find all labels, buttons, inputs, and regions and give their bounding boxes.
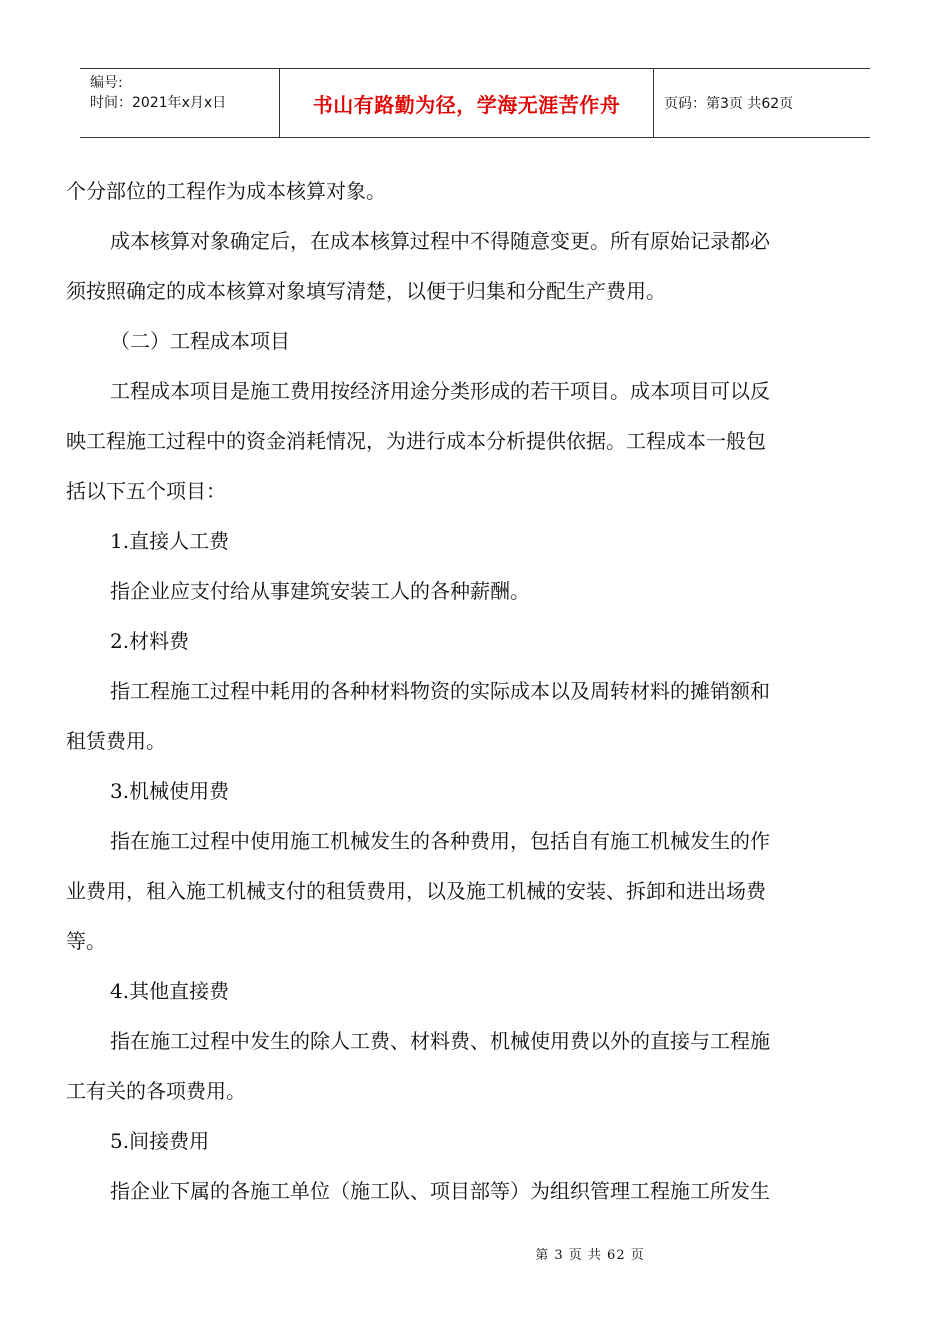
body-line: 指在施工过程中发生的除人工费、材料费、机械使用费以外的直接与工程施	[110, 1029, 770, 1053]
body-line: 工有关的各项费用。	[66, 1079, 246, 1103]
document-body	[66, 166, 852, 1216]
body-line: 指工程施工过程中耗用的各种材料物资的实际成本以及周转材料的摊销额和	[110, 679, 770, 703]
document-number-label: 编号:	[90, 75, 123, 91]
body-line: 指企业应支付给从事建筑安装工人的各种薪酬。	[110, 579, 530, 603]
page-footer	[0, 1244, 950, 1263]
body-line: 指在施工过程中使用施工机械发生的各种费用，包括自有施工机械发生的作	[110, 829, 770, 853]
body-line: 租赁费用。	[66, 729, 166, 753]
body-line: 个分部位的工程作为成本核算对象。	[66, 179, 386, 203]
body-line: 等。	[66, 929, 106, 953]
body-line: 映工程施工过程中的资金消耗情况，为进行成本分析提供依据。工程成本一般包	[66, 429, 766, 453]
body-line: 指企业下属的各施工单位（施工队、项目部等）为组织管理工程施工所发生	[110, 1179, 770, 1203]
body-line: 业费用，租入施工机械支付的租赁费用，以及施工机械的安装、拆卸和进出场费	[66, 879, 766, 903]
header-info	[80, 69, 280, 137]
item-heading: 2.材料费	[110, 629, 190, 653]
item-heading: 3.机械使用费	[110, 779, 230, 803]
body-line: 成本核算对象确定后，在成本核算过程中不得随意变更。所有原始记录都必	[110, 229, 770, 253]
header-page-number: 页码：第3页 共62页	[664, 96, 794, 112]
section-heading: （二）工程成本项目	[110, 329, 290, 353]
body-line: 须按照确定的成本核算对象填写清楚，以便于归集和分配生产费用。	[66, 279, 666, 303]
header-motto: 书山有路勤为径，学海无涯苦作舟	[280, 69, 654, 137]
item-heading: 1.直接人工费	[110, 529, 230, 553]
document-date: 时间：2021年x月x日	[90, 95, 227, 111]
page-header	[80, 68, 870, 138]
footer-page-number: 第 3 页 共 62 页	[535, 1248, 645, 1263]
body-line: 括以下五个项目：	[66, 479, 226, 503]
item-heading: 4.其他直接费	[110, 979, 230, 1003]
item-heading: 5.间接费用	[110, 1129, 210, 1153]
body-line: 工程成本项目是施工费用按经济用途分类形成的若干项目。成本项目可以反	[110, 379, 770, 403]
